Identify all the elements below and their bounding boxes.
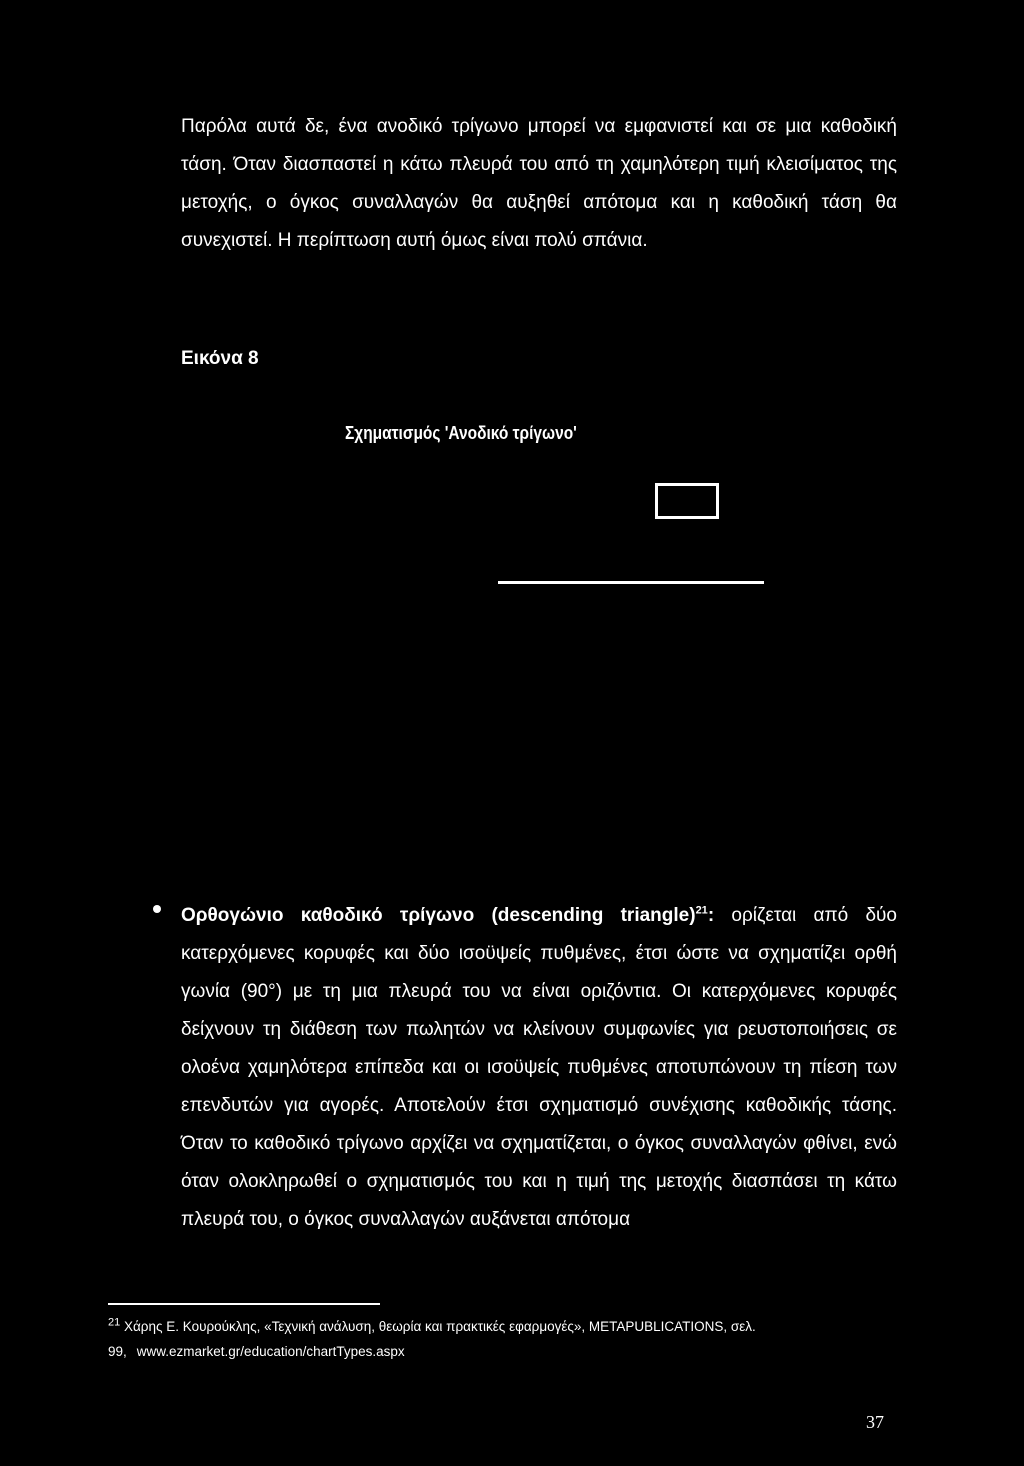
- footnote-rule: [108, 1303, 380, 1305]
- paragraph-descending-triangle: [181, 897, 897, 1239]
- bullet-colon: :: [707, 905, 715, 926]
- footnote-url[interactable]: www.ezmarket.gr/education/chartTypes.aspx: [136, 1344, 405, 1359]
- footnote-text: Χάρης Ε. Κουρούκλης, «Τεχνική ανάλυση, θεωρία και πρακτικές εφαρμογές», METAPUBLICATIONS, σελ. 99,: [108, 1319, 756, 1359]
- paragraph-intro: Παρόλα αυτά δε, ένα ανοδικό τρίγωνο μπορεί να εμφανιστεί και σε μια καθοδική τάση. Όταν διασπαστεί η κάτω πλευρά του από τη χαμηλότερη τιμή κλεισίματος της μετοχής, ο όγκος συναλλαγών θα αυξηθεί απότομα και η καθοδική τάση θα συνεχιστεί. Η περίπτωση αυτή όμως είναι πολύ σπάνια.: [181, 116, 897, 251]
- legend-box: [655, 483, 719, 519]
- bullet-lead-text: Ορθογώνιο καθοδικό τρίγωνο (descending triangle): [181, 905, 696, 926]
- footnote: [108, 1314, 898, 1364]
- footnote-number: 21: [108, 1316, 121, 1329]
- footnote-ref[interactable]: 21: [695, 904, 708, 917]
- page-number: 37: [866, 1412, 884, 1432]
- figure-horizontal-line: [498, 581, 764, 584]
- figure-title: Σχηματισμός 'Ανοδικό τρίγωνο': [345, 423, 577, 443]
- bullet-body: ορίζεται από δύο κατερχόμενες κορυφές και δύο ισοϋψείς πυθμένες, έτσι ώστε να σχηματίζει ορθή γωνία (90°) με τη μια πλευρά του να είναι οριζόντια. Οι κατερχόμενες κορυφές δείχνουν τη διάθεση των πωλητών να κλείνουν συμφωνίες για ρευστοποιήσεις σε ολοένα χαμηλότερα επίπεδα και οι ισοϋψείς πυθμένες αποτυπώνουν τη πίεση των επενδυτών για αγορές. Αποτελούν έτσι σχηματισμό συνέχισης καθοδικής τάσης. Όταν το καθοδικό τρίγωνο αρχίζει να σχηματίζεται, ο όγκος συναλλαγών φθίνει, ενώ όταν ολοκληρωθεί ο σχηματισμός του και η τιμή της μετοχής διασπάσει τη κάτω πλευρά του, ο όγκος συναλλαγών αυξάνεται απότομα: [181, 905, 897, 1230]
- figure-caption: Εικόνα 8: [181, 348, 259, 369]
- figure-ascending-triangle: [150, 405, 890, 875]
- bullet-lead: [181, 905, 714, 926]
- bullet-dot: [153, 905, 161, 913]
